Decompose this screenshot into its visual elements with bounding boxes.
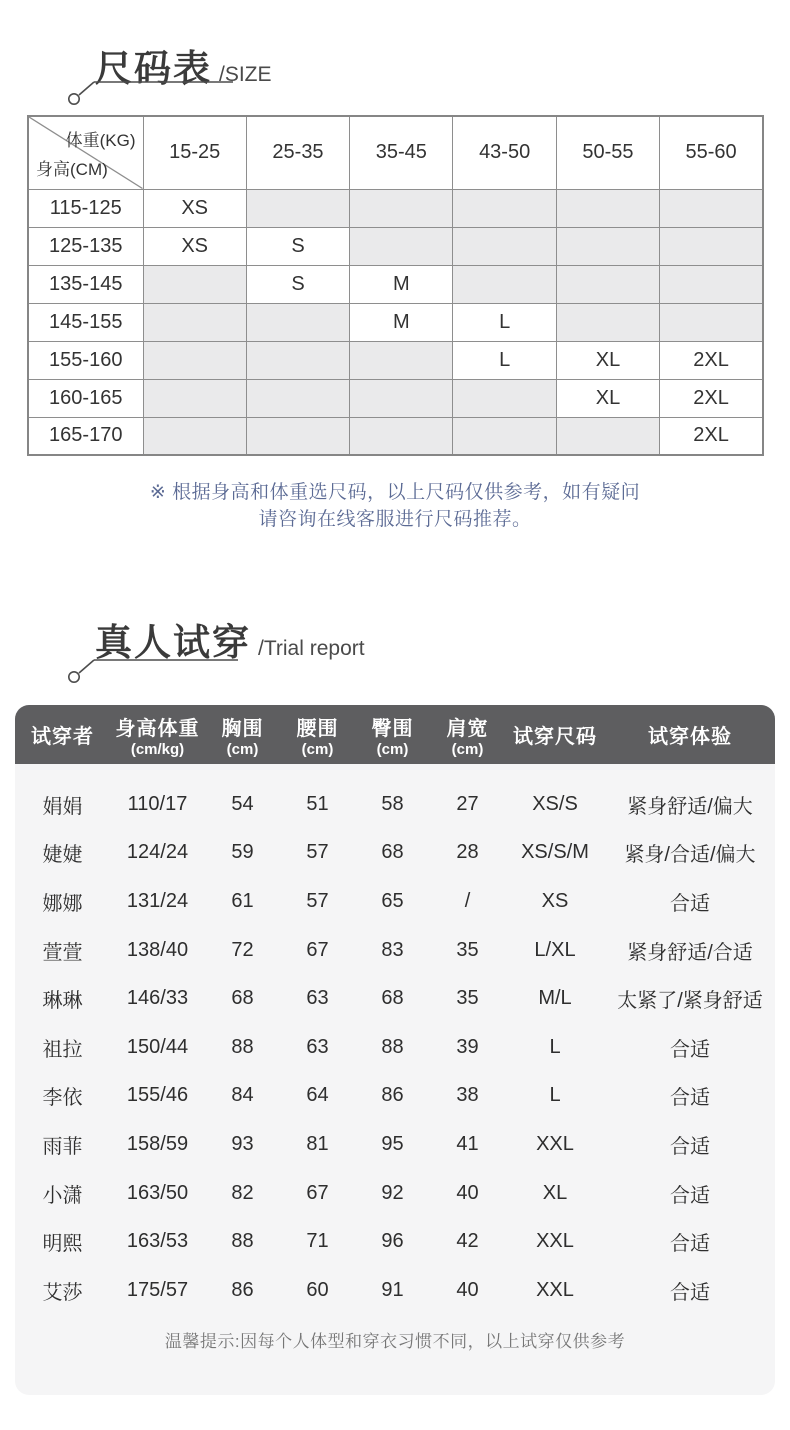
size-table-corner-cell <box>28 116 143 189</box>
weight-header-cell: 35-45 <box>350 116 453 189</box>
size-cell <box>556 417 659 455</box>
trial-header-unit: (cm/kg) <box>130 740 185 758</box>
trial-cell: 合适 <box>670 1281 710 1304</box>
height-label-cell: 160-165 <box>28 379 143 417</box>
trial-cell: 合适 <box>670 1184 710 1207</box>
size-cell <box>143 265 246 303</box>
trial-cell: 小潇 <box>42 1184 83 1207</box>
corner-height-label: 身高(CM) <box>36 159 108 179</box>
size-note-line2: 请咨询在线客服进行尺码推荐。 <box>258 509 532 530</box>
size-cell: 2XL <box>660 341 763 379</box>
trial-cell: 68 <box>381 841 404 864</box>
trial-header-cell <box>280 705 355 764</box>
trial-header-unit: (cm) <box>301 740 334 758</box>
trial-cell: 40 <box>456 1181 479 1204</box>
trial-cell: 40 <box>456 1278 479 1301</box>
size-cell <box>660 189 763 227</box>
trial-cell: 合适 <box>670 1038 710 1061</box>
trial-cell: 合适 <box>670 1233 710 1256</box>
trial-title-suffix: /Trial report <box>258 637 365 660</box>
size-cell <box>246 417 349 455</box>
size-cell <box>660 227 763 265</box>
trial-cell: XXL <box>536 1230 574 1253</box>
height-label-cell: 145-155 <box>28 303 143 341</box>
trial-cell: 42 <box>456 1230 479 1253</box>
size-table-row <box>28 379 763 417</box>
size-cell: L <box>453 303 556 341</box>
trial-cell: 28 <box>456 841 479 864</box>
size-cell <box>246 341 349 379</box>
trial-cell: 明熙 <box>42 1233 83 1256</box>
size-title-text: 尺码表 <box>95 48 212 89</box>
trial-header-cell <box>605 705 775 764</box>
trial-cell: 175/57 <box>126 1278 189 1301</box>
trial-cell: 58 <box>381 792 404 815</box>
size-cell: L <box>453 341 556 379</box>
trial-cell: 38 <box>456 1084 479 1107</box>
trial-cell: 86 <box>231 1278 254 1301</box>
trial-header-label: 试穿者 <box>31 726 94 748</box>
trial-cell: 88 <box>381 1035 404 1058</box>
trial-cell: 155/46 <box>126 1084 189 1107</box>
size-cell <box>660 265 763 303</box>
height-label-cell: 165-170 <box>28 417 143 455</box>
size-table-row <box>28 341 763 379</box>
trial-cell: 61 <box>231 889 254 912</box>
height-label-cell: 155-160 <box>28 341 143 379</box>
trial-row <box>15 974 775 1023</box>
trial-cell: XS <box>541 889 569 912</box>
trial-cell: 合适 <box>670 1135 710 1158</box>
trial-cell: 57 <box>306 841 329 864</box>
trial-row <box>15 926 775 975</box>
size-cell: XS <box>143 189 246 227</box>
size-cell: M <box>350 303 453 341</box>
trial-header-unit: (cm) <box>451 740 484 758</box>
size-cell: S <box>246 265 349 303</box>
trial-cell: M/L <box>538 987 572 1010</box>
trial-cell: 67 <box>306 938 329 961</box>
trial-cell: 63 <box>306 1035 329 1058</box>
trial-cell: 67 <box>306 1181 329 1204</box>
trial-cell: 64 <box>306 1084 329 1107</box>
trial-cell: XXL <box>536 1132 574 1155</box>
trial-header-cell <box>430 705 505 764</box>
trial-cell: 娜娜 <box>42 892 83 915</box>
trial-cell: 93 <box>231 1132 254 1155</box>
size-cell: 2XL <box>660 379 763 417</box>
trial-cell: 51 <box>306 792 329 815</box>
trial-cell: 祖拉 <box>42 1038 83 1061</box>
trial-cell: 54 <box>231 792 254 815</box>
size-title-suffix: /SIZE <box>219 63 272 86</box>
trial-row <box>15 1120 775 1169</box>
trial-cell: 57 <box>306 889 329 912</box>
trial-header-label: 胸围 <box>221 717 264 740</box>
trial-cell: 41 <box>456 1132 479 1155</box>
trial-cell: 紧身舒适/合适 <box>627 941 753 964</box>
trial-cell: 158/59 <box>126 1132 189 1155</box>
trial-header-label: 试穿尺码 <box>513 726 597 748</box>
weight-header-cell: 50-55 <box>556 116 659 189</box>
trial-header-label: 腰围 <box>296 717 339 740</box>
size-cell: S <box>246 227 349 265</box>
trial-row <box>15 780 775 829</box>
trial-cell: 婕婕 <box>42 844 83 867</box>
trial-cell: 96 <box>381 1230 404 1253</box>
size-cell <box>453 265 556 303</box>
trial-cell: 太紧了/紧身舒适 <box>617 990 763 1013</box>
trial-cell: XS/S/M <box>521 841 589 864</box>
size-cell: XS <box>143 227 246 265</box>
size-cell <box>556 189 659 227</box>
trial-cell: 72 <box>231 938 254 961</box>
trial-cell: 紧身/合适/偏大 <box>624 844 756 867</box>
trial-row <box>15 829 775 878</box>
size-cell <box>350 379 453 417</box>
trial-cell: 63 <box>306 987 329 1010</box>
trial-cell: 150/44 <box>126 1035 189 1058</box>
trial-cell: 92 <box>381 1181 404 1204</box>
height-label-cell: 135-145 <box>28 265 143 303</box>
corner-weight-label: 体重(KG) <box>65 131 136 150</box>
trial-cell: 81 <box>306 1132 329 1155</box>
size-cell: XL <box>556 379 659 417</box>
trial-cell: 65 <box>381 889 404 912</box>
size-cell <box>350 227 453 265</box>
trial-cell: 138/40 <box>126 938 189 961</box>
trial-header-label: 身高体重 <box>115 717 200 740</box>
size-cell <box>350 341 453 379</box>
weight-header-cell: 43-50 <box>453 116 556 189</box>
trial-header-unit: (cm) <box>376 740 409 758</box>
trial-cell: 紧身舒适/偏大 <box>627 795 753 818</box>
size-cell <box>246 303 349 341</box>
size-cell: 2XL <box>660 417 763 455</box>
trial-cell: 合适 <box>670 1087 710 1110</box>
size-table-row <box>28 303 763 341</box>
trial-cell: 68 <box>381 987 404 1010</box>
size-cell <box>556 303 659 341</box>
trial-cell: 88 <box>231 1035 254 1058</box>
size-cell <box>556 265 659 303</box>
trial-cell: 39 <box>456 1035 479 1058</box>
size-cell <box>350 189 453 227</box>
size-cell <box>350 417 453 455</box>
weight-header-cell: 25-35 <box>246 116 349 189</box>
size-cell: M <box>350 265 453 303</box>
trial-cell: 91 <box>381 1278 404 1301</box>
trial-cell: 95 <box>381 1132 404 1155</box>
title-underline-decoration-icon <box>60 648 290 688</box>
height-label-cell: 115-125 <box>28 189 143 227</box>
size-cell <box>453 379 556 417</box>
size-cell <box>143 341 246 379</box>
trial-cell: 146/33 <box>126 987 189 1010</box>
trial-cell: 59 <box>231 841 254 864</box>
trial-header-unit: (cm) <box>226 740 259 758</box>
trial-row <box>15 1266 775 1315</box>
size-cell: XL <box>556 341 659 379</box>
size-cell <box>556 227 659 265</box>
trial-header-cell <box>15 705 110 764</box>
trial-cell: L <box>549 1084 561 1107</box>
title-underline-decoration-icon <box>60 70 290 110</box>
weight-header-cell: 15-25 <box>143 116 246 189</box>
trial-cell: 68 <box>231 987 254 1010</box>
size-note <box>0 479 790 533</box>
trial-row <box>15 1217 775 1266</box>
trial-cell: 110/17 <box>127 792 188 815</box>
size-cell <box>453 417 556 455</box>
size-table <box>27 115 764 456</box>
size-cell <box>246 379 349 417</box>
trial-cell: 35 <box>456 987 479 1010</box>
trial-header-label: 试穿体验 <box>648 726 732 748</box>
size-cell <box>143 379 246 417</box>
trial-cell: L/XL <box>534 938 576 961</box>
trial-cell: 83 <box>381 938 404 961</box>
trial-header-label: 肩宽 <box>446 717 489 740</box>
trial-header-cell <box>505 705 605 764</box>
trial-cell: XXL <box>536 1278 574 1301</box>
trial-cell: 27 <box>456 792 479 815</box>
trial-cell: 71 <box>306 1230 329 1253</box>
trial-row <box>15 877 775 926</box>
trial-cell: 雨菲 <box>42 1135 83 1158</box>
size-table-row <box>28 227 763 265</box>
trial-cell: L <box>549 1035 561 1058</box>
size-cell <box>660 303 763 341</box>
size-table-header-row <box>28 116 763 189</box>
size-cell <box>453 189 556 227</box>
trial-cell: 35 <box>456 938 479 961</box>
height-label-cell: 125-135 <box>28 227 143 265</box>
trial-body <box>15 764 775 1315</box>
size-table-row <box>28 265 763 303</box>
trial-cell: 163/50 <box>126 1181 189 1204</box>
trial-row <box>15 1072 775 1121</box>
trial-header-cell <box>355 705 430 764</box>
weight-header-cell: 55-60 <box>660 116 763 189</box>
size-cell <box>143 303 246 341</box>
size-table-row <box>28 189 763 227</box>
trial-cell: 娟娟 <box>42 795 83 818</box>
size-cell <box>246 189 349 227</box>
trial-cell: XS/S <box>532 792 578 815</box>
trial-cell: 60 <box>306 1278 329 1301</box>
trial-title-text: 真人试穿 <box>95 622 251 663</box>
trial-cell: 86 <box>381 1084 404 1107</box>
size-table-body <box>28 189 763 455</box>
trial-cell: 李依 <box>42 1087 83 1110</box>
trial-cell: 124/24 <box>126 841 189 864</box>
trial-cell: 88 <box>231 1230 254 1253</box>
trial-cell: XL <box>542 1181 568 1204</box>
trial-cell: 163/53 <box>126 1230 189 1253</box>
trial-cell: 合适 <box>670 892 710 915</box>
trial-cell: 萱萱 <box>42 941 83 964</box>
trial-header <box>15 705 775 764</box>
trial-cell: 131/24 <box>126 889 189 912</box>
trial-row <box>15 1023 775 1072</box>
size-note-line1: ※ 根据身高和体重选尺码，以上尺码仅供参考，如有疑问 <box>149 482 641 503</box>
size-cell <box>453 227 556 265</box>
trial-cell: / <box>464 889 471 912</box>
trial-header-label: 臀围 <box>371 717 414 740</box>
trial-cell: 84 <box>231 1084 254 1107</box>
trial-row <box>15 1169 775 1218</box>
trial-report-panel <box>15 705 775 1395</box>
trial-note: 温馨提示:因每个人体型和穿衣习惯不同，以上试穿仅供参考 <box>164 1331 626 1351</box>
trial-cell: 琳琳 <box>42 990 83 1013</box>
trial-header-cell <box>205 705 280 764</box>
size-cell <box>143 417 246 455</box>
trial-cell: 艾莎 <box>42 1281 83 1304</box>
size-table-row <box>28 417 763 455</box>
trial-cell: 82 <box>231 1181 254 1204</box>
trial-header-cell <box>110 705 205 764</box>
